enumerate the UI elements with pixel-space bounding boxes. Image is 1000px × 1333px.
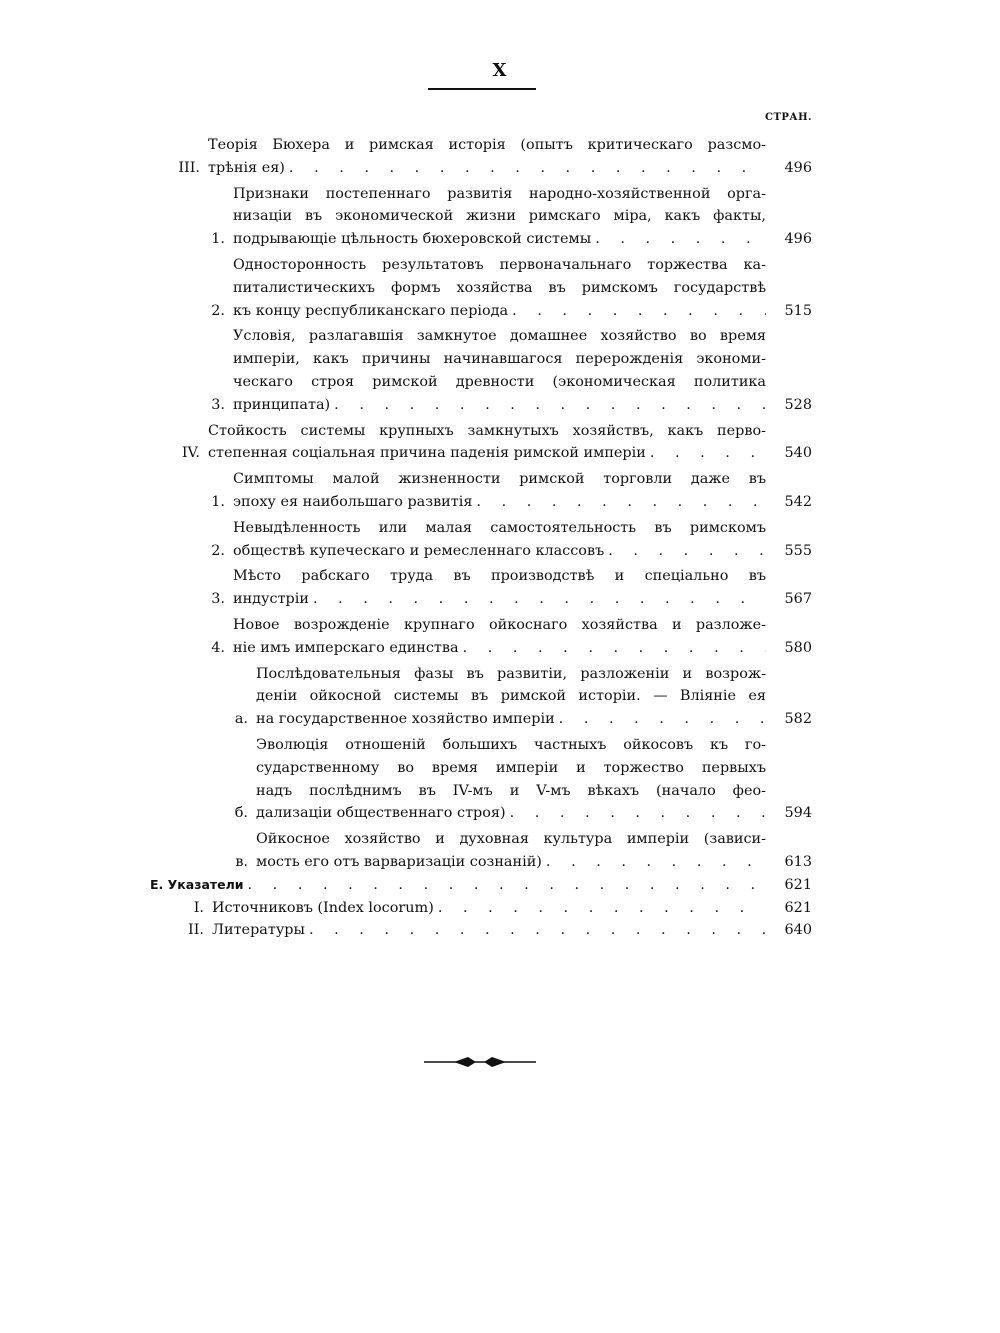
entry-line-last: дализаціи общественнаго строя) xyxy=(256,805,506,822)
toc-entry-subitem xyxy=(150,663,812,731)
toc-entry-subitem xyxy=(150,734,812,825)
entry-number: IV. xyxy=(181,445,200,462)
toc-entry xyxy=(150,565,812,611)
toc-entry xyxy=(150,254,812,322)
dot-leader xyxy=(434,897,766,920)
page-number: 640 xyxy=(784,922,812,939)
entry-line: деніи ойкосной системы въ римской исторіи. — Вліяніе ея xyxy=(256,688,766,705)
entry-line: питалистическихъ формъ хозяйства въ римскомъ государствѣ xyxy=(233,279,766,296)
entry-line: сударственному во время имперіи и торжество первыхъ xyxy=(256,759,766,776)
entry-number: II. xyxy=(188,922,204,939)
toc-entry-subitem xyxy=(150,828,812,874)
entry-line-last: принципата) xyxy=(233,396,331,413)
page-number: 567 xyxy=(784,591,812,608)
dot-leader xyxy=(459,637,766,660)
entry-line-last: трѣнія ея) xyxy=(208,159,285,176)
entry-number: III. xyxy=(178,159,200,176)
dot-leader xyxy=(506,802,766,825)
entry-number: 3. xyxy=(211,396,225,413)
entry-number: 1. xyxy=(211,493,225,510)
entry-line: Мѣсто рабскаго труда въ производствѣ и спеціально въ xyxy=(233,568,766,585)
toc-entry xyxy=(150,919,812,942)
folio-rule xyxy=(428,88,536,90)
toc-entry xyxy=(150,468,812,514)
entry-line: Симптомы малой жизненности римской торговли даже въ xyxy=(233,471,766,488)
dot-leader xyxy=(472,491,766,514)
entry-line-last: Е. Указатели xyxy=(150,876,244,892)
dot-leader xyxy=(604,540,766,563)
page-number: 542 xyxy=(784,493,812,510)
toc-entry xyxy=(150,614,812,660)
entry-line: имперіи, какъ причины начинавшагося перерожденія экономи- xyxy=(233,351,766,368)
entry-line-last: Источниковъ (Index locorum) xyxy=(212,899,434,916)
entry-line: Признаки постепеннаго развитія народно-хозяйственной орга- xyxy=(233,185,766,202)
page-number: 496 xyxy=(784,159,812,176)
entry-line: Послѣдовательныя фазы въ развитіи, разложеніи и возрож- xyxy=(256,665,766,682)
toc-entry xyxy=(150,517,812,563)
closing-ornament xyxy=(424,1054,536,1070)
entry-line-last: мость его отъ варваризаціи сознаній) xyxy=(256,853,542,870)
entry-number: 2. xyxy=(211,302,225,319)
dot-leader xyxy=(309,588,766,611)
entry-line-last: подрывающіе цѣльность бюхеровской системы xyxy=(233,231,592,248)
entry-number: б. xyxy=(234,805,248,822)
entry-line: Эволюція отношеній большихъ частныхъ ойкосовъ къ го- xyxy=(256,736,766,753)
dot-leader xyxy=(285,157,766,180)
page-folio: X xyxy=(492,60,508,81)
entry-line: Новое возрожденіе крупнаго ойкоснаго хозяйства и разложе- xyxy=(233,616,766,633)
entry-line: Теорія Бюхера и римская исторія (опытъ критическаго разсмо- xyxy=(208,137,766,153)
page-number: 621 xyxy=(784,876,812,893)
dot-leader xyxy=(646,442,766,465)
dot-leader xyxy=(555,708,766,731)
page-number: 555 xyxy=(784,542,812,559)
entry-line: низаціи въ экономической жизни римскаго міра, какъ факты, xyxy=(233,208,766,225)
entry-line: Односторонность результатовъ первоначальнаго торжества ка- xyxy=(233,256,766,273)
dot-leader xyxy=(591,228,766,251)
toc-entry-indexes xyxy=(150,874,812,897)
page-number: 613 xyxy=(784,853,812,870)
toc-entry xyxy=(150,897,812,920)
entry-line: надъ послѣднимъ въ IV-мъ и V-мъ вѣкахъ (начало фео- xyxy=(256,782,766,799)
dot-leader xyxy=(244,874,766,897)
entry-line-last: обществѣ купеческаго и ремесленнаго классовъ xyxy=(233,542,605,559)
entry-number: 1. xyxy=(211,231,225,248)
table-of-contents xyxy=(150,134,812,942)
entry-line-last: степенная соціальная причина паденія римской имперіи xyxy=(208,445,646,462)
dot-leader xyxy=(542,851,766,874)
page-number: 540 xyxy=(784,445,812,462)
entry-number: I. xyxy=(193,899,204,916)
entry-line: Стойкость системы крупныхъ замкнутыхъ хозяйствъ, какъ перво- xyxy=(208,422,766,439)
page-number: 621 xyxy=(784,899,812,916)
toc-entry xyxy=(150,183,812,251)
entry-line-last: на государственное хозяйство имперіи xyxy=(256,711,555,728)
dot-leader xyxy=(508,300,766,323)
page-number: 594 xyxy=(784,805,812,822)
page-number: 580 xyxy=(784,639,812,656)
page-number: 528 xyxy=(784,396,812,413)
page-number: 496 xyxy=(784,231,812,248)
entry-line-last: къ концу республиканскаго періода xyxy=(233,302,509,319)
entry-line: Условія, разлагавшія замкнутое домашнее хозяйство во время xyxy=(233,328,766,345)
toc-entry-section-iv xyxy=(150,420,812,466)
entry-line-last: индустріи xyxy=(233,591,309,608)
entry-number: 2. xyxy=(211,542,225,559)
entry-line: ческаго строя римской древности (экономическая политика xyxy=(233,373,766,390)
entry-number: 4. xyxy=(211,639,225,656)
entry-line: Невыдѣленность или малая самостоятельность въ римскомъ xyxy=(233,519,766,536)
entry-line-last: эпоху ея наибольшаго развитія xyxy=(233,493,473,510)
entry-line: Ойкосное хозяйство и духовная культура имперіи (зависи- xyxy=(256,831,766,848)
entry-line-last: ніе имъ имперскаго единства xyxy=(233,639,459,656)
page-number: 582 xyxy=(784,711,812,728)
entry-number: а. xyxy=(234,711,248,728)
entry-number: 3. xyxy=(211,591,225,608)
dot-leader xyxy=(305,919,766,942)
toc-entry-section-iii xyxy=(150,134,812,180)
page-number: 515 xyxy=(784,302,812,319)
entry-number: в. xyxy=(235,853,248,870)
page-column-heading: СТРАН. xyxy=(765,112,812,123)
toc-entry xyxy=(150,325,812,416)
dot-leader xyxy=(330,394,766,417)
entry-line-last: Литературы xyxy=(212,922,305,939)
